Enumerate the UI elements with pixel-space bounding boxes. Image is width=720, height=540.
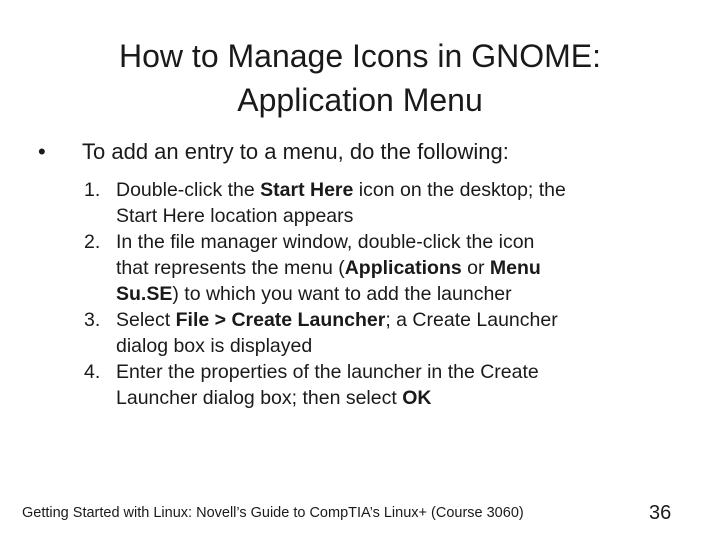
step-bold-text: Applications <box>344 257 462 279</box>
step-1 <box>84 177 684 229</box>
step-text: that represents the menu ( <box>116 257 345 279</box>
step-number: 3. <box>84 309 101 331</box>
step-text: Launcher dialog box; then select <box>116 387 403 409</box>
step-text: ; a Create Launcher <box>385 309 558 331</box>
step-1-line-2: Start Here location appears <box>116 205 354 227</box>
steps-list <box>84 177 684 411</box>
step-number: 1. <box>84 179 101 201</box>
step-bold-text: Menu <box>489 257 541 279</box>
step-text: Select <box>116 309 176 331</box>
step-text: icon on the desktop; the <box>353 179 566 201</box>
step-4-line-1: Enter the properties of the launcher in the Create <box>116 361 539 383</box>
page-number: 36 <box>649 502 672 524</box>
slide-title <box>40 34 680 122</box>
step-2-line-2 <box>116 255 684 281</box>
bullet-icon: • <box>38 139 46 164</box>
step-text: Double-click the <box>116 179 261 201</box>
step-1-line-1 <box>116 177 684 203</box>
step-2 <box>84 229 684 307</box>
step-bold-text: OK <box>402 387 432 409</box>
step-3 <box>84 307 684 359</box>
main-bullet-text: To add an entry to a menu, do the following: <box>82 139 509 164</box>
step-4 <box>84 359 684 411</box>
step-text: or <box>461 257 490 279</box>
slide-title-line-2: Application Menu <box>237 82 483 118</box>
slide-footer: Getting Started with Linux: Novell’s Guide to CompTIA’s Linux+ (Course 3060) <box>22 505 524 521</box>
step-bold-text: File > Create Launcher <box>175 309 386 331</box>
step-text: ) to which you want to add the launcher <box>172 283 512 305</box>
step-bold-text: Start Here <box>260 179 354 201</box>
step-3-line-2: dialog box is displayed <box>116 335 313 357</box>
step-2-line-1: In the file manager window, double-click the icon <box>116 231 535 253</box>
step-2-line-3 <box>116 281 684 307</box>
step-bold-text: Su.SE <box>116 283 173 305</box>
step-4-line-2 <box>116 385 684 411</box>
slide-title-line-1: How to Manage Icons in GNOME: <box>119 38 601 74</box>
step-3-line-1 <box>116 307 684 333</box>
step-number: 4. <box>84 361 101 383</box>
step-number: 2. <box>84 231 101 253</box>
